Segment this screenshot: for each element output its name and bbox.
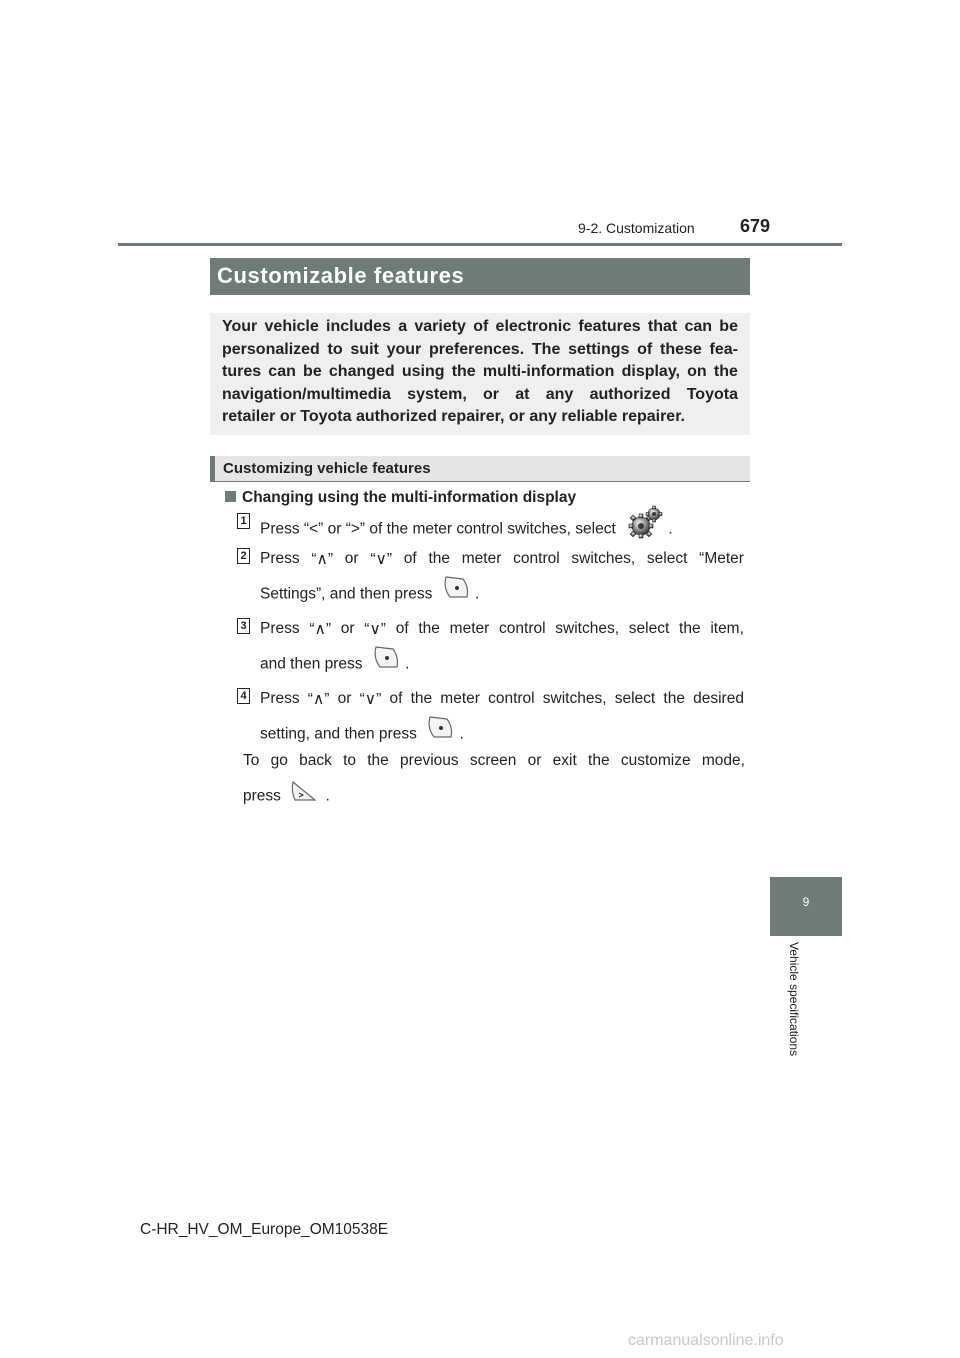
word: system, bbox=[407, 385, 467, 403]
step-number-4: 4 bbox=[237, 688, 250, 704]
word: the bbox=[663, 690, 685, 707]
word: authorized bbox=[589, 385, 671, 403]
word: the bbox=[588, 752, 610, 769]
word: includes bbox=[326, 318, 391, 335]
word: Press bbox=[260, 690, 300, 707]
word: your bbox=[386, 340, 422, 358]
word: the bbox=[451, 363, 476, 381]
word: “∧” bbox=[311, 551, 334, 568]
word: be bbox=[719, 318, 738, 335]
word: can bbox=[268, 363, 296, 381]
word: that bbox=[647, 318, 678, 335]
word: control bbox=[513, 550, 560, 567]
word: to bbox=[343, 752, 357, 769]
word: “∧” bbox=[309, 621, 332, 638]
step-3-text-2: and then press bbox=[260, 655, 363, 673]
word: or bbox=[527, 752, 542, 769]
word: of bbox=[473, 318, 489, 335]
word: switches, bbox=[555, 620, 620, 637]
step-2-end: . bbox=[474, 585, 480, 603]
word: the bbox=[428, 550, 451, 567]
chapter-title: Vehicle specifications bbox=[787, 942, 801, 1057]
word: “∨” bbox=[364, 621, 386, 638]
word: of bbox=[637, 340, 653, 358]
gears-icon bbox=[626, 505, 664, 544]
watermark: carmanualsonline.info bbox=[628, 1332, 784, 1349]
intro-line: retailer or Toyota authorized repairer, or any reliable repairer. bbox=[222, 408, 685, 426]
intro-line bbox=[222, 384, 738, 407]
word: electronic bbox=[495, 318, 572, 335]
word: be bbox=[303, 363, 322, 381]
word: at bbox=[515, 385, 530, 403]
word: a bbox=[398, 318, 408, 335]
word: desired bbox=[693, 690, 744, 707]
back-switch-icon bbox=[289, 775, 321, 810]
intro-text bbox=[222, 316, 738, 429]
enter-switch-icon bbox=[441, 573, 471, 608]
word: to bbox=[327, 340, 343, 358]
word: any bbox=[545, 385, 574, 403]
step-1-end: . bbox=[668, 520, 673, 538]
word: multi-information bbox=[482, 363, 615, 381]
word: item, bbox=[710, 620, 744, 637]
step-number-2: 2 bbox=[237, 548, 250, 564]
intro-line bbox=[222, 339, 738, 362]
word: or bbox=[337, 690, 352, 707]
word: these bbox=[660, 340, 702, 358]
word: variety bbox=[414, 318, 466, 335]
word: meter bbox=[461, 550, 502, 567]
word: switches, bbox=[542, 690, 607, 707]
chapter-number: 9 bbox=[802, 895, 810, 909]
word: suit bbox=[350, 340, 379, 358]
word: the bbox=[713, 363, 738, 381]
word: changed bbox=[328, 363, 395, 381]
word: select bbox=[646, 550, 688, 567]
chapter-label bbox=[787, 942, 803, 1087]
subsection-bar bbox=[210, 456, 750, 482]
word: Your bbox=[222, 318, 258, 335]
chapter-tab bbox=[770, 877, 842, 936]
header-section-title: 9-2. Customization bbox=[578, 220, 695, 236]
word: “∨” bbox=[359, 691, 382, 708]
word: or bbox=[344, 550, 359, 567]
intro-line bbox=[222, 316, 738, 339]
page-number: 679 bbox=[740, 216, 771, 236]
word: the bbox=[418, 620, 440, 637]
word: personalized bbox=[222, 340, 320, 358]
word: select bbox=[628, 620, 670, 637]
word: features bbox=[578, 318, 641, 335]
note-end: . bbox=[325, 787, 330, 805]
section-title-bar bbox=[210, 258, 750, 295]
word: the bbox=[367, 752, 389, 769]
word: customize bbox=[620, 752, 691, 769]
step-3-line-2 bbox=[260, 651, 409, 678]
word: control bbox=[488, 690, 535, 707]
note-line-1 bbox=[243, 752, 745, 770]
intro-box bbox=[210, 313, 750, 435]
step-4-line-1 bbox=[260, 690, 744, 709]
enter-switch-icon bbox=[371, 643, 401, 678]
word: “∨” bbox=[370, 551, 393, 568]
method-heading-text: Changing using the multi-information display bbox=[242, 489, 577, 506]
step-2-line-1 bbox=[260, 550, 744, 569]
note-line-2 bbox=[243, 783, 330, 810]
word: on bbox=[687, 363, 707, 381]
word: tures bbox=[222, 363, 262, 381]
word: settings bbox=[568, 340, 630, 358]
subsection-accent bbox=[210, 456, 215, 481]
word: Press bbox=[260, 550, 300, 567]
step-3-line-1 bbox=[260, 620, 744, 639]
word: meter bbox=[440, 690, 480, 707]
section-title: Customizable features bbox=[217, 263, 465, 288]
word: previous bbox=[400, 752, 459, 769]
word: Press bbox=[260, 620, 300, 637]
word: The bbox=[531, 340, 561, 358]
word: select bbox=[614, 690, 656, 707]
word: preferences. bbox=[428, 340, 525, 358]
word: display, bbox=[621, 363, 680, 381]
step-number-1: 1 bbox=[237, 513, 250, 529]
step-4-line-2 bbox=[260, 721, 464, 748]
enter-switch-icon bbox=[425, 713, 455, 748]
word: or bbox=[483, 385, 500, 403]
word: vehicle bbox=[264, 318, 319, 335]
word: or bbox=[340, 620, 355, 637]
step-2-text-2: Settings”, and then press bbox=[260, 585, 433, 603]
word: fea- bbox=[709, 340, 738, 358]
word: “∧” bbox=[307, 691, 330, 708]
step-2-line-2 bbox=[260, 581, 479, 608]
bullet-square-icon bbox=[225, 491, 236, 502]
word: switches, bbox=[571, 550, 636, 567]
step-4-end: . bbox=[459, 725, 464, 743]
word: screen bbox=[469, 752, 517, 769]
step-1-line-1 bbox=[260, 515, 673, 544]
subsection-title: Customizing vehicle features bbox=[223, 460, 431, 477]
word: exit bbox=[552, 752, 577, 769]
word: “Meter bbox=[699, 550, 744, 567]
step-3-end: . bbox=[405, 655, 410, 673]
word: Toyota bbox=[686, 385, 738, 403]
word: can bbox=[684, 318, 713, 335]
word: back bbox=[299, 752, 332, 769]
word: the bbox=[410, 690, 433, 707]
word: of bbox=[395, 620, 409, 637]
word: navigation/multimedia bbox=[222, 385, 391, 403]
header-divider bbox=[118, 243, 842, 246]
method-heading bbox=[225, 489, 576, 507]
word: To bbox=[243, 752, 260, 769]
word: the bbox=[679, 620, 701, 637]
word: using bbox=[401, 363, 445, 381]
word: mode, bbox=[701, 752, 745, 769]
word: control bbox=[499, 620, 546, 637]
step-4-text-2: setting, and then press bbox=[260, 725, 417, 743]
note-text-2: press bbox=[243, 787, 281, 805]
step-1-text: Press “<” or “>” of the meter control switches, select bbox=[260, 520, 616, 538]
word: of bbox=[389, 690, 403, 707]
footer-document-code: C-HR_HV_OM_Europe_OM10538E bbox=[140, 1221, 389, 1238]
intro-line bbox=[222, 361, 738, 384]
step-number-3: 3 bbox=[237, 618, 250, 634]
word: go bbox=[270, 752, 288, 769]
word: of bbox=[403, 550, 417, 567]
word: meter bbox=[449, 620, 490, 637]
